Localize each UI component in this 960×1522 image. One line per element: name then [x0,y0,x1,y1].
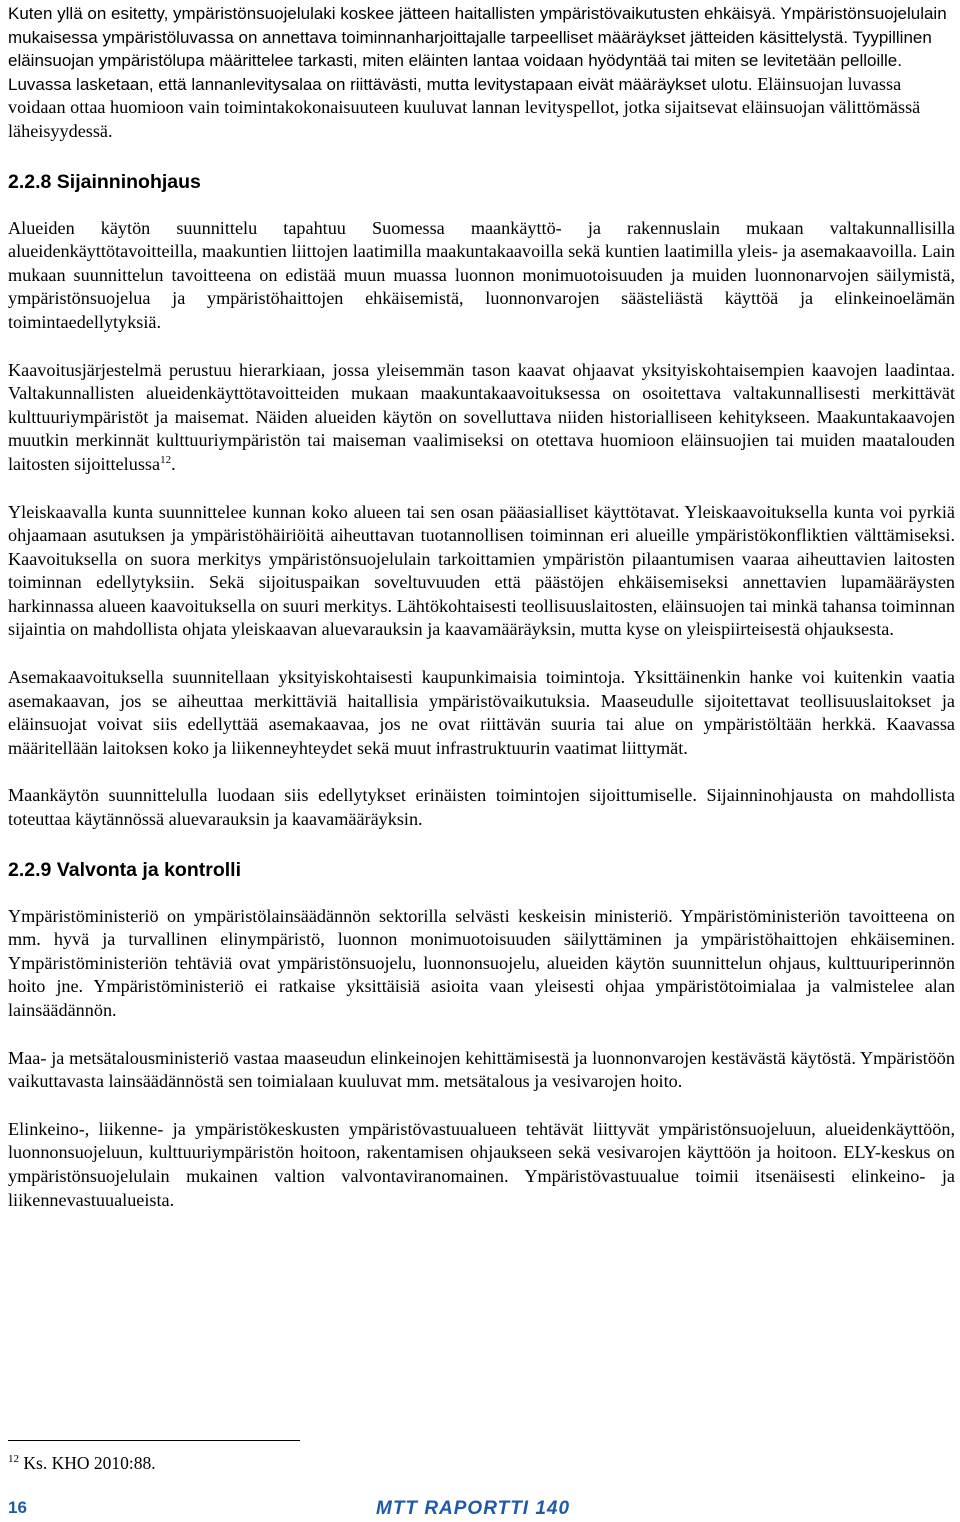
intro-serif-text: Eläinsuojan luvassa voidaan ottaa huomioon vain toimintakokonaisuuteen kuuluvat lannan levityspellot, jotka sijaitsevat eläinsuojan välittömässä läheisyydessä. [8,73,921,141]
report-series-logo: MTT RAPORTTI 140 [376,1498,571,1519]
paragraph-end: . [171,453,176,474]
footnote-ref[interactable]: 12 [160,453,172,466]
section-heading-2-2-8: 2.2.8 Sijainninohjaus [8,170,201,193]
page-number: 16 [8,1498,27,1517]
paragraph-sijainninohjaus-5: Maankäytön suunnittelulla luodaan siis edellytykset erinäisten toimintojen sijoittumiselle. Sijainninohjausta on mahdollista toteuttaa käytännössä aluevarauksin ja kaavamääräyksin. [8,785,955,830]
paragraph-text: Kaavoitusjärjestelmä perustuu hierarkiaan, jossa yleisemmän tason kaavat ohjaavat yksityiskohtaisempien kaavojen laadintaa. Valtakunnallisten alueidenkäyttötavoitteiden mukaan maakuntakaavoituksessa on osoitettava valtakunnallisesti merkittävät kulttuuriympäristöt ja maisemat. Näiden alueiden käytön on sovelluttava niiden historialliseen kehitykseen. Maakuntakaavojen muutkin merkinnät kulttuuriympäristön tai maiseman vaalimiseksi on otettava huomioon eläinsuojien tai muiden maatalouden laitosten sijoittelussa [8,359,955,474]
paragraph-sijainninohjaus-1: Alueiden käytön suunnittelu tapahtuu Suomessa maankäyttö- ja rakennuslain mukaan valtakunnallisilla alueidenkäyttötavoitteilla, maakuntien liittojen laatimilla maakuntakaavoilla sekä kuntien laatimilla yleis- ja asemakaavoilla. Lain mukaan suunnittelun tavoitteena on edistää muun muassa luonnon monimuotoisuuden ja muiden luonnonarvojen säilymistä, ympäristönsuojelua ja ympäristöhaittojen ehkäisemistä, luonnonvarojen säästeliästä käyttöä ja elinkeinoelämän toimintaedellytyksiä. [8,217,955,332]
intro-paragraph [8,2,955,144]
paragraph-valvonta-1: Ympäristöministeriö on ympäristölainsäädännön sektorilla selvästi keskeisin ministeriö. Ympäristöministeriön tavoitteena on mm. hyvä ja turvallinen elinympäristö, luonnon monimuotoisuuden säilyttäminen ja ympäristöhaittojen ehkäiseminen. Ympäristöministeriön tehtäviä ovat ympäristönsuojelu, luonnonsuojelu, alueiden käytön suunnittelun ohjaus, kulttuuriperinnön hoito jne. Ympäristöministeriö ei ratkaise yksittäisiä asioita vaan yleisesti ohjaa ympäristötoimialaa ja valmistelee alan lainsäädännön. [8,905,955,1020]
footnote-divider [8,1440,300,1441]
footnote-text: Ks. KHO 2010:88. [19,1453,156,1473]
paragraph-valvonta-3: Elinkeino-, liikenne- ja ympäristökeskusten ympäristövastuualueen tehtävät liittyvät ympäristönsuojeluun, alueidenkäyttöön, luonnonsuojeluun, kulttuuriympäristön hoitoon, rakentamisen ohjaukseen sekä vesivarojen käyttöön ja hoitoon. ELY-keskus on ympäristönsuojelulain mukainen valtion valvontaviranomainen. Ympäristövastuualue toimii itsenäisesti elinkeino- ja liikennevastuualueista. [8,1118,955,1210]
footnote-number: 12 [8,1453,19,1465]
paragraph-sijainninohjaus-2 [8,359,955,477]
document-page [8,2,955,1212]
paragraph-sijainninohjaus-3: Yleiskaavalla kunta suunnittelee kunnan koko alueen tai sen osan pääasialliset käyttötavat. Yleiskaavoituksella kunta voi pyrkiä ohjaamaan asutuksen ja ympäristöhäiriöitä aiheuttavan tuotannollisen toiminnan eri alueille ympäristökonfliktien välttämiseksi. Kaavoituksella on suora merkitys ympäristönsuojelulain tarkoittamien ympäristön pilaantumisen vaaraa aiheuttavien laitosten toiminnan edellytyksiin. Sekä sijoituspaikan soveltuvuuden että päästöjen ehkäisemiseksi annettavien lupamääräysten harkinnassa alueen kaavoituksella on suuri merkitys. Lähtökohtaisesti teollisuuslaitosten, eläinsuojen tai minkä tahansa toiminnan sijaintia on mahdollista ohjata yleiskaavan aluevarauksin ja kaavamääräyksin, mutta kyse on yleispiirteisestä ohjauksesta. [8,501,955,640]
footnote [8,1453,156,1474]
intro-sans-text: Kuten yllä on esitetty, ympäristönsuojelulaki koskee jätteen haitallisten ympäristövaikutusten ehkäisyä. Ympäristönsuojelulain mukaisessa ympäristöluvassa on annettava toiminnanharjoittajalle tarpeelliset määräykset jätteiden käsittelystä. Tyypillinen eläinsuojan ympäristölupa määrittelee tarkasti, miten eläinten lantaa voidaan hyödyntää tai miten se levitetään pelloille. Luvassa lasketaan, että lannanlevitysalaa on riittävästi, mutta levitystapaan eivät määräykset ulotu. [8,4,947,94]
paragraph-sijainninohjaus-4: Asemakaavoituksella suunnitellaan yksityiskohtaisesti kaupunkimaisia toimintoja. Yksittäinenkin hanke voi kuitenkin vaatia asemakaavan, jos se aiheuttaa merkittäviä haitallisia ympäristövaikutuksia. Maaseudulle sijoitettavat teollisuuslaitokset ja eläinsuojat voivat siis edellyttää asemakaavaa, jos ne ovat riittävän suuria tai alue on ympäristöltään herkkä. Kaavassa määritellään laitoksen koko ja liikenneyhteydet sekä muut infrastruktuurin vaatimat liittymät. [8,667,955,758]
paragraph-valvonta-2: Maa- ja metsätalousministeriö vastaa maaseudun elinkeinojen kehittämisestä ja luonnonvarojen kestävästä käytöstä. Ympäristöön vaikuttavasta lainsäädännöstä sen toimialaan kuuluvat mm. metsätalous ja vesivarojen hoito. [8,1047,955,1092]
section-heading-2-2-9: 2.2.9 Valvonta ja kontrolli [8,858,242,881]
